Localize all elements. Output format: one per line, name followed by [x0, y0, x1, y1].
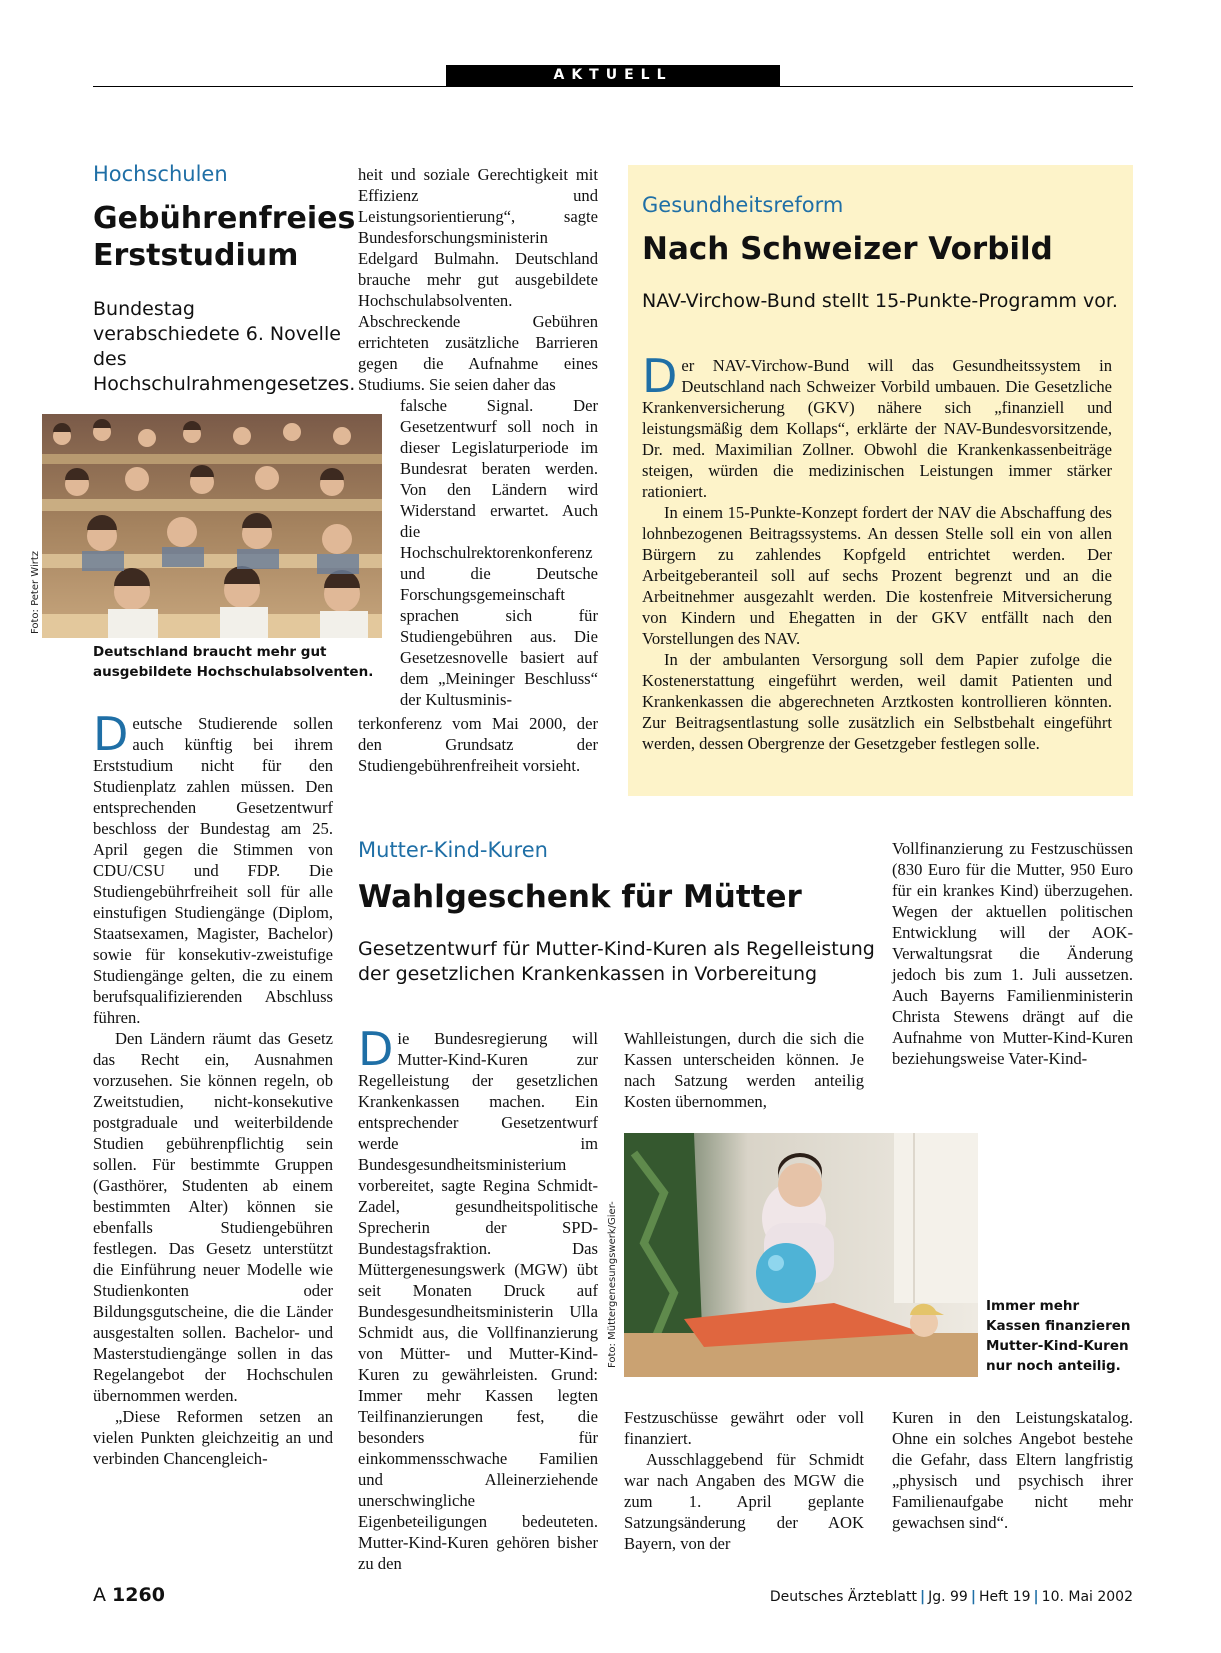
article1-title-line1: Gebührenfreies [93, 201, 356, 236]
article2-title: Nach Schweizer Vorbild [642, 231, 1053, 267]
article3-dropcap: D [358, 1022, 394, 1076]
article1-caption: Deutschland braucht mehr gut ausgebildete Hochschulabsolventen. [93, 644, 374, 680]
article3-caption: Immer mehr Kassen finanzieren Mutter-Kind-Kuren nur noch anteilig. [986, 1298, 1131, 1374]
article3-colC-bottom: Kuren in den Leistungskatalog. Ohne ein solches Angebot bestehe die Gefahr, dass Eltern langfristig „physisch und psychisch ihrer Familienaufgabe nicht mehr gewachsen sind“. [892, 1408, 1133, 1532]
journal-issue: Heft 19 [978, 1589, 1031, 1605]
article3-kicker: Mutter-Kind-Kuren [358, 838, 548, 862]
page-number [93, 1584, 165, 1606]
article2-paragraph3: In der ambulanten Versorgung soll dem Papier zufolge die Kostenerstattung eingeführt werden, weil damit Patienten und Krankenkassen die abgerechneten Arztkosten kontrollieren könnten. Zur Beitragsentlastung solle zusätzlich ein Selbstbehalt eingeführt werden, dessen Obergrenze der Gesetzgeber festlegen solle. [642, 650, 1112, 753]
journal-volume: Jg. 99 [928, 1589, 968, 1605]
article1-col1-paragraph3: „Diese Reformen setzen an vielen Punkten gleichzeitig an und verbinden Chancengleich- [93, 1407, 333, 1468]
footer-separator: | [1033, 1589, 1039, 1605]
article2-kicker: Gesundheitsreform [642, 193, 844, 217]
article2-paragraph1: er NAV-Virchow-Bund will das Gesundheitssystem in Deutschland nach Schweizer Vorbild umbauen. Die Gesetzliche Krankenversicherung (GKV) nähere sich „finanziell und leistungsmäßig dem Kollaps“, erklärte der NAV-Bundesvorsitzende, Dr. med. Maximilian Zollner. Obwohl die Krankenkassenbeiträge steigen, würden die medizinischen Leistungen immer stärker rationiert. [642, 356, 1112, 501]
article1-lead: Bundestag verabschiedete 6. Novelle des Hochschulrahmengesetzes. [93, 298, 356, 395]
page-prefix: A [93, 1584, 106, 1606]
article3-lead [358, 937, 878, 987]
article1-column1 [93, 707, 333, 1469]
section-label: AKTUELL [446, 65, 780, 86]
article3-lead-line2: der gesetzlichen Krankenkassen in Vorbereitung [358, 963, 818, 985]
footer-separator: | [919, 1589, 926, 1605]
article2-paragraph2: In einem 15-Punkte-Konzept fordert der NAV die Abschaffung des lohnbezogenen Beitragssystems. An dessen Stelle soll ein von allen Bürgern zu zahlendes Kopfgeld entrichtet werden. Der Arbeitgeberanteil soll auf sechs Prozent begrenzt und an die Arbeitnehmer ausgezahlt werden. Die kostenfreie Mitversicherung von Kindern und Ehegatten in der GKV entfällt nach den Vorstellungen des NAV. [642, 503, 1112, 648]
article3-lead-line1: Gesetzentwurf für Mutter-Kind-Kuren als Regelleistung [358, 938, 875, 960]
article2-lead: NAV-Virchow-Bund stellt 15-Punkte-Programm vor. [642, 290, 1118, 312]
article3-colB-paragraph2: Ausschlaggebend für Schmidt war nach Angaben des MGW die zum 1. April geplante Satzungsänderung der AOK Bayern, von der [624, 1450, 864, 1553]
article1-col2-narrow: falsche Signal. Der Gesetzentwurf soll noch in dieser Legislaturperiode im Bundesrat beraten werden. Von den Ländern wird Widerstand erwartet. Auch die Hochschulrektorenkonferenz und die Deutsche Forschungsgemeinschaft sprachen sich für Studiengebühren aus. Die Gesetzesnovelle basiert auf dem „Meininger Beschluss“ der Kultusminis- [400, 396, 598, 709]
article1-title [93, 200, 355, 274]
journal-date: 10. Mai 2002 [1041, 1589, 1133, 1605]
article1-col2-bottom: terkonferenz vom Mai 2000, der den Grundsatz der Studiengebührenfreiheit vorsieht. [358, 714, 598, 775]
footer-separator: | [970, 1589, 976, 1605]
mother-child-photo [624, 1133, 978, 1377]
article3-colC-top: Vollfinanzierung zu Festzuschüssen (830 Euro für die Mutter, 950 Euro für ein krankes Kind) überzugehen. Wegen der aktuellen politischen Entwicklung will der AOK-Verwaltungsrat die Änderung jedoch bis zum 1. Juli aussetzen. Auch Bayerns Familienministerin Christa Stewens drängt auf die Aufnahme von Mutter-Kind-Kuren beziehungsweise Vater-Kind- [892, 839, 1133, 1068]
article3-title: Wahlgeschenk für Mütter [358, 879, 802, 915]
article1-col1-paragraph1: eutsche Studierende sollen auch künftig bei ihrem Erststudium nicht für den Studienplatz zahlen müssen. Den entsprechenden Gesetzentwurf beschloss der Bundestag am 25. April gegen die Stimmen von CDU/CSU und FDP. Die Studiengebührfreiheit soll für alle einstufigen Studiengänge (Diplom, Staatsexamen, Magister, Bachelor) sowie für konsekutiv-zweistufige Studiengänge gelten, die zu einem berufsqualifizierenden Abschluss führen. [93, 714, 333, 1027]
journal-name: Deutsches Ärzteblatt [769, 1589, 917, 1605]
footer-citation [770, 1589, 1133, 1605]
page-number-value: 1260 [112, 1584, 165, 1606]
article3-photo-credit: Foto: Müttergenesungswerk/Gier- [607, 1201, 618, 1368]
article1-col2-top: heit und soziale Gerechtigkeit mit Effizienz und Leistungsorientierung“, sagte Bundesforschungsministerin Edelgard Bulmahn. Deutschland brauche mehr gut ausgebildete Hochschulabsolventen. Abschreckende Gebühren errichteten zusätzliche Barrieren gegen die Aufnahme eines Studiums. Sie seien daher das [358, 165, 598, 394]
article1-dropcap: D [93, 707, 129, 761]
article1-title-line2: Erststudium [93, 238, 299, 273]
article3-colB-top: Wahlleistungen, durch die sich die Kassen unterscheiden können. Je nach Satzung werden anteilig Kosten übernommen, [624, 1029, 864, 1111]
article1-photo-credit: Foto: Peter Wirtz [30, 550, 41, 634]
lecture-hall-photo [42, 414, 382, 638]
article2-body [642, 349, 1112, 754]
article3-colA-text: ie Bundesregierung will Mutter-Kind-Kuren zur Regelleistung der gesetzlichen Krankenkassen machen. Ein entsprechender Gesetzentwurf werde im Bundesgesundheitsministerium vorbereitet, sagte Regina Schmidt-Zadel, gesundheitspolitische Sprecherin der SPD-Bundestagsfraktion. Das Müttergenesungswerk (MGW) übt seit Monaten Druck auf Bundesgesundheitsministerin Ulla Schmidt aus, die Vollfinanzierung von Mütter- und Mutter-Kind-Kuren zu gewährleisten. Grund: Immer mehr Kassen legten Teilfinanzierungen fest, die besonders für einkommensschwache Familien und Alleinerziehende unerschwingliche Eigenbeteiligungen bedeuteten. Mutter-Kind-Kuren gehören bisher zu den [358, 1029, 598, 1573]
article1-col1-paragraph2: Den Ländern räumt das Gesetz das Recht ein, Ausnahmen vorzusehen. Sie können regeln, ob Zweitstudien, nicht-konsekutive postgraduale und weiterbildende Studien gebührenpflichtig sein sollen. Für bestimmte Gruppen (Gasthörer, Studenten ab einem bestimmten Alter) können sie ebenfalls Studiengebühren festlegen. Das Gesetz unterstützt die Einführung neuer Modelle wie Studienkonten oder Bildungsgutscheine, die die Länder ausgestalten sollen. Bachelor- und Masterstudiengänge sollen in das Regelangebot der Hochschulen übernommen werden. [93, 1029, 333, 1405]
article3-colB-bottom [624, 1407, 864, 1554]
article3-colB-paragraph1: Festzuschüsse gewährt oder voll finanziert. [624, 1408, 864, 1448]
article3-columnA [358, 1022, 598, 1574]
article1-kicker: Hochschulen [93, 162, 228, 186]
header-rule [93, 86, 1133, 87]
article2-dropcap: D [642, 349, 678, 403]
